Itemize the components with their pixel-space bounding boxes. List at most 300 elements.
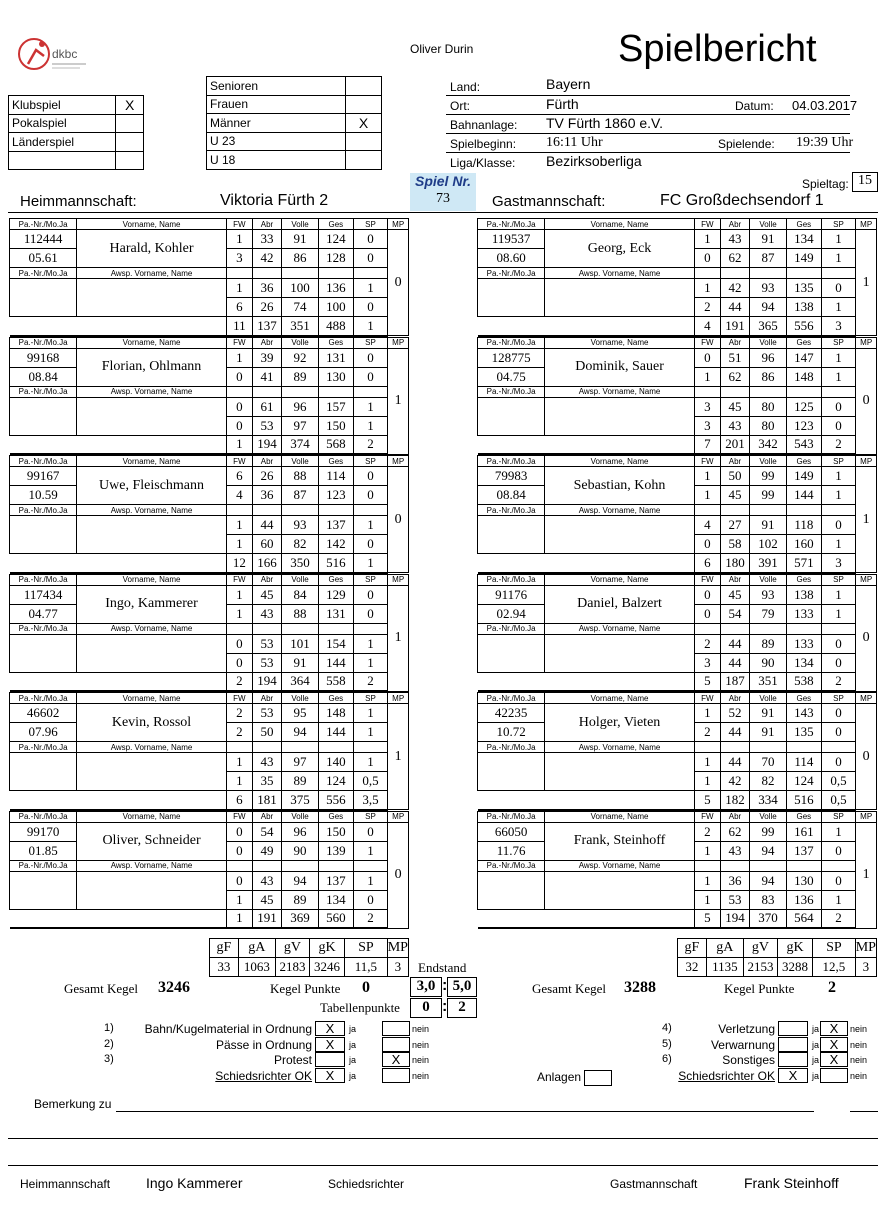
score-cell[interactable]: 131 bbox=[318, 604, 353, 623]
sub-name[interactable] bbox=[545, 279, 695, 317]
score-cell[interactable]: 35 bbox=[252, 772, 281, 791]
score-cell[interactable]: 1 bbox=[226, 535, 252, 554]
score-cell[interactable]: 144 bbox=[786, 486, 821, 505]
check-nein-box[interactable]: X bbox=[382, 1052, 410, 1067]
score-cell[interactable]: 133 bbox=[786, 634, 821, 653]
score-cell[interactable]: 1 bbox=[821, 467, 856, 486]
score-cell[interactable]: 0 bbox=[353, 348, 388, 367]
score-cell[interactable]: 1 bbox=[821, 367, 856, 386]
check-nein-box[interactable] bbox=[382, 1021, 410, 1036]
score-cell[interactable]: 0 bbox=[226, 871, 252, 890]
score-cell[interactable]: 130 bbox=[786, 871, 821, 890]
sub-pass[interactable] bbox=[10, 279, 77, 317]
sub-name[interactable] bbox=[545, 871, 695, 909]
score-cell[interactable]: 101 bbox=[282, 634, 319, 653]
datum-value[interactable]: 04.03.2017 bbox=[792, 98, 858, 113]
category-mark[interactable] bbox=[346, 132, 382, 151]
sub-name[interactable] bbox=[545, 753, 695, 791]
score-cell[interactable]: 95 bbox=[282, 704, 319, 723]
player-name[interactable]: Holger, Vieten bbox=[545, 704, 695, 742]
score-cell[interactable]: 44 bbox=[720, 653, 749, 672]
score-cell[interactable]: 0,5 bbox=[353, 772, 388, 791]
score-cell[interactable]: 150 bbox=[318, 416, 353, 435]
score-cell[interactable]: 133 bbox=[786, 604, 821, 623]
score-cell[interactable]: 0 bbox=[353, 822, 388, 841]
birth-date[interactable]: 02.94 bbox=[478, 604, 545, 623]
score-cell[interactable]: 33 bbox=[252, 230, 281, 249]
score-cell[interactable]: 2 bbox=[694, 822, 720, 841]
check-nein-box[interactable] bbox=[820, 1068, 848, 1083]
score-cell[interactable]: 87 bbox=[282, 486, 319, 505]
score-cell[interactable]: 149 bbox=[786, 249, 821, 268]
score-cell[interactable]: 96 bbox=[282, 397, 319, 416]
score-cell[interactable]: 87 bbox=[750, 249, 787, 268]
score-cell[interactable]: 99 bbox=[750, 822, 787, 841]
score-cell[interactable]: 86 bbox=[750, 367, 787, 386]
score-cell[interactable]: 51 bbox=[720, 348, 749, 367]
pass-number[interactable]: 99167 bbox=[10, 467, 77, 486]
score-cell[interactable]: 149 bbox=[786, 467, 821, 486]
birth-date[interactable]: 07.96 bbox=[10, 723, 77, 742]
player-name[interactable]: Sebastian, Kohn bbox=[545, 467, 695, 505]
score-cell[interactable]: 0 bbox=[353, 890, 388, 909]
score-cell[interactable]: 0 bbox=[694, 604, 720, 623]
score-cell[interactable]: 1 bbox=[821, 249, 856, 268]
match-points[interactable]: 1 bbox=[856, 230, 877, 336]
score-cell[interactable]: 42 bbox=[720, 772, 749, 791]
score-cell[interactable]: 1 bbox=[821, 348, 856, 367]
tab-guest[interactable]: 2 bbox=[447, 998, 477, 1018]
check-nein-box[interactable] bbox=[382, 1037, 410, 1052]
score-cell[interactable]: 54 bbox=[720, 604, 749, 623]
score-cell[interactable]: 6 bbox=[226, 467, 252, 486]
score-cell[interactable]: 74 bbox=[282, 298, 319, 317]
score-cell[interactable]: 1 bbox=[694, 841, 720, 860]
score-cell[interactable]: 0 bbox=[694, 535, 720, 554]
score-cell[interactable]: 89 bbox=[282, 772, 319, 791]
pass-number[interactable]: 99170 bbox=[10, 822, 77, 841]
match-points[interactable]: 0 bbox=[856, 585, 877, 691]
score-cell[interactable]: 99 bbox=[750, 467, 787, 486]
player-name[interactable]: Florian, Ohlmann bbox=[77, 348, 227, 386]
score-cell[interactable]: 154 bbox=[318, 634, 353, 653]
match-points[interactable]: 0 bbox=[388, 230, 409, 336]
score-cell[interactable]: 0 bbox=[353, 535, 388, 554]
score-cell[interactable]: 45 bbox=[252, 585, 281, 604]
score-cell[interactable]: 4 bbox=[694, 516, 720, 535]
birth-date[interactable]: 01.85 bbox=[10, 841, 77, 860]
score-cell[interactable]: 43 bbox=[252, 753, 281, 772]
score-cell[interactable]: 134 bbox=[318, 890, 353, 909]
score-cell[interactable]: 140 bbox=[318, 753, 353, 772]
sub-pass[interactable] bbox=[478, 634, 545, 672]
score-cell[interactable]: 0 bbox=[226, 822, 252, 841]
score-cell[interactable]: 79 bbox=[750, 604, 787, 623]
score-cell[interactable]: 36 bbox=[252, 279, 281, 298]
game-type-mark[interactable] bbox=[116, 133, 144, 152]
score-cell[interactable]: 0 bbox=[821, 871, 856, 890]
score-cell[interactable]: 43 bbox=[720, 416, 749, 435]
score-cell[interactable]: 93 bbox=[282, 516, 319, 535]
score-cell[interactable]: 45 bbox=[720, 585, 749, 604]
beginn-value[interactable]: 16:11 Uhr bbox=[546, 135, 603, 150]
check-nein-box[interactable] bbox=[382, 1068, 410, 1083]
liga-value[interactable]: Bezirksoberliga bbox=[546, 153, 642, 169]
sub-name[interactable] bbox=[545, 516, 695, 554]
score-cell[interactable]: 0 bbox=[226, 397, 252, 416]
score-cell[interactable]: 0 bbox=[821, 634, 856, 653]
sig-guest[interactable]: Frank Steinhoff bbox=[744, 1175, 839, 1191]
game-type-mark[interactable] bbox=[116, 151, 144, 170]
score-cell[interactable]: 88 bbox=[282, 604, 319, 623]
sub-pass[interactable] bbox=[10, 634, 77, 672]
score-cell[interactable]: 0,5 bbox=[821, 772, 856, 791]
score-cell[interactable]: 0 bbox=[353, 230, 388, 249]
score-cell[interactable]: 3 bbox=[226, 249, 252, 268]
pass-number[interactable]: 42235 bbox=[478, 704, 545, 723]
score-cell[interactable]: 53 bbox=[252, 704, 281, 723]
player-name[interactable]: Oliver, Schneider bbox=[77, 822, 227, 860]
score-cell[interactable]: 0 bbox=[353, 467, 388, 486]
home-punkte[interactable]: 0 bbox=[362, 979, 370, 996]
score-cell[interactable]: 96 bbox=[750, 348, 787, 367]
pass-number[interactable]: 117434 bbox=[10, 585, 77, 604]
sub-name[interactable] bbox=[77, 397, 227, 435]
category-mark[interactable]: X bbox=[346, 114, 382, 133]
score-cell[interactable]: 94 bbox=[282, 723, 319, 742]
score-cell[interactable]: 0 bbox=[821, 723, 856, 742]
sub-pass[interactable] bbox=[10, 397, 77, 435]
check-ja-box[interactable] bbox=[315, 1052, 345, 1067]
score-cell[interactable]: 97 bbox=[282, 416, 319, 435]
score-cell[interactable]: 83 bbox=[750, 890, 787, 909]
score-cell[interactable]: 0 bbox=[226, 634, 252, 653]
score-cell[interactable]: 100 bbox=[282, 279, 319, 298]
score-cell[interactable]: 97 bbox=[282, 753, 319, 772]
birth-date[interactable]: 11.76 bbox=[478, 841, 545, 860]
player-name[interactable]: Georg, Eck bbox=[545, 230, 695, 268]
score-cell[interactable]: 44 bbox=[720, 753, 749, 772]
score-cell[interactable]: 44 bbox=[720, 723, 749, 742]
sig-home[interactable]: Ingo Kammerer bbox=[146, 1175, 243, 1191]
tab-home[interactable]: 0 bbox=[410, 998, 442, 1018]
score-cell[interactable]: 80 bbox=[750, 416, 787, 435]
score-cell[interactable]: 96 bbox=[282, 822, 319, 841]
score-cell[interactable]: 2 bbox=[226, 704, 252, 723]
score-cell[interactable]: 0 bbox=[821, 841, 856, 860]
score-cell[interactable]: 0 bbox=[694, 348, 720, 367]
score-cell[interactable]: 0 bbox=[226, 416, 252, 435]
guest-punkte[interactable]: 2 bbox=[828, 979, 836, 996]
score-cell[interactable]: 6 bbox=[226, 298, 252, 317]
score-cell[interactable]: 43 bbox=[252, 871, 281, 890]
check-ja-box[interactable] bbox=[778, 1052, 808, 1067]
score-cell[interactable]: 50 bbox=[720, 467, 749, 486]
sub-name[interactable] bbox=[77, 516, 227, 554]
match-points[interactable]: 1 bbox=[856, 822, 877, 928]
home-team-name[interactable]: Viktoria Fürth 2 bbox=[220, 192, 329, 209]
score-cell[interactable]: 1 bbox=[821, 486, 856, 505]
player-name[interactable]: Daniel, Balzert bbox=[545, 585, 695, 623]
score-cell[interactable]: 91 bbox=[282, 230, 319, 249]
score-cell[interactable]: 4 bbox=[226, 486, 252, 505]
score-cell[interactable]: 157 bbox=[318, 397, 353, 416]
score-cell[interactable]: 1 bbox=[226, 348, 252, 367]
score-cell[interactable]: 142 bbox=[318, 535, 353, 554]
score-cell[interactable]: 1 bbox=[226, 230, 252, 249]
sub-name[interactable] bbox=[77, 871, 227, 909]
score-cell[interactable]: 91 bbox=[750, 230, 787, 249]
score-cell[interactable]: 1 bbox=[694, 486, 720, 505]
sub-pass[interactable] bbox=[478, 397, 545, 435]
score-cell[interactable]: 45 bbox=[252, 890, 281, 909]
category-mark[interactable] bbox=[346, 151, 382, 170]
sub-pass[interactable] bbox=[10, 753, 77, 791]
score-cell[interactable]: 144 bbox=[318, 723, 353, 742]
score-cell[interactable]: 70 bbox=[750, 753, 787, 772]
anlagen-box[interactable] bbox=[584, 1070, 612, 1086]
check-ja-box[interactable] bbox=[778, 1037, 808, 1052]
check-nein-box[interactable]: X bbox=[820, 1037, 848, 1052]
check-ja-box[interactable]: X bbox=[315, 1037, 345, 1052]
score-cell[interactable]: 0 bbox=[353, 604, 388, 623]
sub-pass[interactable] bbox=[478, 871, 545, 909]
pass-number[interactable]: 79983 bbox=[478, 467, 545, 486]
sub-name[interactable] bbox=[545, 397, 695, 435]
score-cell[interactable]: 92 bbox=[282, 348, 319, 367]
match-points[interactable]: 1 bbox=[856, 467, 877, 573]
score-cell[interactable]: 94 bbox=[750, 298, 787, 317]
score-cell[interactable]: 134 bbox=[786, 230, 821, 249]
birth-date[interactable]: 08.84 bbox=[10, 367, 77, 386]
game-type-mark[interactable]: X bbox=[116, 96, 144, 115]
score-cell[interactable]: 45 bbox=[720, 397, 749, 416]
score-cell[interactable]: 54 bbox=[252, 822, 281, 841]
score-cell[interactable]: 1 bbox=[694, 753, 720, 772]
score-cell[interactable]: 114 bbox=[786, 753, 821, 772]
score-cell[interactable]: 0 bbox=[821, 279, 856, 298]
player-name[interactable]: Kevin, Rossol bbox=[77, 704, 227, 742]
score-cell[interactable]: 1 bbox=[694, 890, 720, 909]
score-cell[interactable]: 44 bbox=[252, 516, 281, 535]
player-name[interactable]: Harald, Kohler bbox=[77, 230, 227, 268]
pass-number[interactable]: 128775 bbox=[478, 348, 545, 367]
score-cell[interactable]: 128 bbox=[318, 249, 353, 268]
score-cell[interactable]: 80 bbox=[750, 397, 787, 416]
check-ja-box[interactable] bbox=[778, 1021, 808, 1036]
category-mark[interactable] bbox=[346, 77, 382, 96]
score-cell[interactable]: 1 bbox=[353, 841, 388, 860]
score-cell[interactable]: 144 bbox=[318, 653, 353, 672]
score-cell[interactable]: 0 bbox=[353, 298, 388, 317]
endstand-home[interactable]: 3,0 bbox=[410, 977, 442, 997]
sub-pass[interactable] bbox=[478, 279, 545, 317]
score-cell[interactable]: 43 bbox=[252, 604, 281, 623]
score-cell[interactable]: 1 bbox=[353, 397, 388, 416]
score-cell[interactable]: 44 bbox=[720, 298, 749, 317]
score-cell[interactable]: 139 bbox=[318, 841, 353, 860]
score-cell[interactable]: 50 bbox=[252, 723, 281, 742]
birth-date[interactable]: 05.61 bbox=[10, 249, 77, 268]
score-cell[interactable]: 1 bbox=[353, 871, 388, 890]
pass-number[interactable]: 99168 bbox=[10, 348, 77, 367]
category-mark[interactable] bbox=[346, 95, 382, 114]
score-cell[interactable]: 58 bbox=[720, 535, 749, 554]
check-ja-box[interactable]: X bbox=[315, 1021, 345, 1036]
score-cell[interactable]: 53 bbox=[252, 653, 281, 672]
spieltag-value[interactable]: 15 bbox=[852, 172, 878, 192]
home-gesamt[interactable]: 3246 bbox=[158, 979, 190, 996]
score-cell[interactable]: 93 bbox=[750, 585, 787, 604]
score-cell[interactable]: 61 bbox=[252, 397, 281, 416]
score-cell[interactable]: 86 bbox=[282, 249, 319, 268]
birth-date[interactable]: 08.84 bbox=[478, 486, 545, 505]
score-cell[interactable]: 53 bbox=[252, 634, 281, 653]
score-cell[interactable]: 148 bbox=[318, 704, 353, 723]
birth-date[interactable]: 08.60 bbox=[478, 249, 545, 268]
pass-number[interactable]: 112444 bbox=[10, 230, 77, 249]
score-cell[interactable]: 137 bbox=[318, 516, 353, 535]
sub-name[interactable] bbox=[77, 753, 227, 791]
score-cell[interactable]: 137 bbox=[786, 841, 821, 860]
score-cell[interactable]: 137 bbox=[318, 871, 353, 890]
score-cell[interactable]: 36 bbox=[252, 486, 281, 505]
check-ja-box[interactable]: X bbox=[778, 1068, 808, 1083]
score-cell[interactable]: 60 bbox=[252, 535, 281, 554]
score-cell[interactable]: 82 bbox=[282, 535, 319, 554]
score-cell[interactable]: 160 bbox=[786, 535, 821, 554]
score-cell[interactable]: 135 bbox=[786, 279, 821, 298]
ort-value[interactable]: Fürth bbox=[546, 96, 579, 112]
sub-name[interactable] bbox=[77, 279, 227, 317]
score-cell[interactable]: 43 bbox=[720, 841, 749, 860]
score-cell[interactable]: 1 bbox=[353, 516, 388, 535]
score-cell[interactable]: 0 bbox=[353, 367, 388, 386]
score-cell[interactable]: 53 bbox=[720, 890, 749, 909]
score-cell[interactable]: 0 bbox=[226, 367, 252, 386]
match-points[interactable]: 0 bbox=[856, 704, 877, 810]
check-nein-box[interactable]: X bbox=[820, 1021, 848, 1036]
pass-number[interactable]: 66050 bbox=[478, 822, 545, 841]
score-cell[interactable]: 134 bbox=[786, 653, 821, 672]
score-cell[interactable]: 118 bbox=[786, 516, 821, 535]
score-cell[interactable]: 114 bbox=[318, 467, 353, 486]
bemerkung-line[interactable] bbox=[116, 1111, 814, 1112]
score-cell[interactable]: 1 bbox=[353, 634, 388, 653]
bahn-value[interactable]: TV Fürth 1860 e.V. bbox=[546, 115, 663, 131]
score-cell[interactable]: 1 bbox=[694, 467, 720, 486]
ende-value[interactable]: 19:39 Uhr bbox=[796, 135, 854, 150]
score-cell[interactable]: 89 bbox=[750, 634, 787, 653]
score-cell[interactable]: 42 bbox=[720, 279, 749, 298]
score-cell[interactable]: 84 bbox=[282, 585, 319, 604]
score-cell[interactable]: 41 bbox=[252, 367, 281, 386]
score-cell[interactable]: 0 bbox=[353, 249, 388, 268]
score-cell[interactable]: 91 bbox=[750, 723, 787, 742]
score-cell[interactable]: 89 bbox=[282, 367, 319, 386]
score-cell[interactable]: 138 bbox=[786, 298, 821, 317]
score-cell[interactable]: 0 bbox=[353, 486, 388, 505]
score-cell[interactable]: 1 bbox=[694, 704, 720, 723]
game-type-mark[interactable] bbox=[116, 114, 144, 133]
score-cell[interactable]: 0 bbox=[821, 704, 856, 723]
match-points[interactable]: 1 bbox=[388, 585, 409, 691]
score-cell[interactable]: 136 bbox=[786, 890, 821, 909]
score-cell[interactable]: 131 bbox=[318, 348, 353, 367]
pass-number[interactable]: 46602 bbox=[10, 704, 77, 723]
score-cell[interactable]: 45 bbox=[720, 486, 749, 505]
endstand-guest[interactable]: 5,0 bbox=[447, 977, 477, 997]
score-cell[interactable]: 62 bbox=[720, 367, 749, 386]
match-points[interactable]: 1 bbox=[388, 348, 409, 454]
sub-name[interactable] bbox=[545, 634, 695, 672]
score-cell[interactable]: 42 bbox=[252, 249, 281, 268]
score-cell[interactable]: 1 bbox=[694, 230, 720, 249]
score-cell[interactable]: 99 bbox=[750, 486, 787, 505]
score-cell[interactable]: 1 bbox=[226, 585, 252, 604]
score-cell[interactable]: 1 bbox=[821, 890, 856, 909]
score-cell[interactable]: 1 bbox=[353, 704, 388, 723]
score-cell[interactable]: 0 bbox=[821, 653, 856, 672]
score-cell[interactable]: 2 bbox=[694, 298, 720, 317]
score-cell[interactable]: 52 bbox=[720, 704, 749, 723]
score-cell[interactable]: 124 bbox=[318, 230, 353, 249]
score-cell[interactable]: 0 bbox=[694, 585, 720, 604]
score-cell[interactable]: 102 bbox=[750, 535, 787, 554]
guest-team-name[interactable]: FC Großdechsendorf 1 bbox=[660, 192, 824, 209]
score-cell[interactable]: 2 bbox=[694, 723, 720, 742]
score-cell[interactable]: 138 bbox=[786, 585, 821, 604]
score-cell[interactable]: 0 bbox=[226, 653, 252, 672]
score-cell[interactable]: 1 bbox=[226, 890, 252, 909]
score-cell[interactable]: 1 bbox=[821, 535, 856, 554]
score-cell[interactable]: 94 bbox=[750, 871, 787, 890]
score-cell[interactable]: 0 bbox=[821, 516, 856, 535]
score-cell[interactable]: 147 bbox=[786, 348, 821, 367]
score-cell[interactable]: 129 bbox=[318, 585, 353, 604]
score-cell[interactable]: 1 bbox=[353, 653, 388, 672]
sub-pass[interactable] bbox=[10, 516, 77, 554]
score-cell[interactable]: 1 bbox=[694, 772, 720, 791]
score-cell[interactable]: 1 bbox=[353, 279, 388, 298]
score-cell[interactable]: 1 bbox=[226, 604, 252, 623]
score-cell[interactable]: 0 bbox=[694, 249, 720, 268]
score-cell[interactable]: 91 bbox=[750, 704, 787, 723]
pass-number[interactable]: 91176 bbox=[478, 585, 545, 604]
player-name[interactable]: Frank, Steinhoff bbox=[545, 822, 695, 860]
score-cell[interactable]: 2 bbox=[694, 634, 720, 653]
score-cell[interactable]: 1 bbox=[226, 772, 252, 791]
match-points[interactable]: 0 bbox=[856, 348, 877, 454]
score-cell[interactable]: 124 bbox=[786, 772, 821, 791]
score-cell[interactable]: 93 bbox=[750, 279, 787, 298]
score-cell[interactable]: 1 bbox=[821, 822, 856, 841]
score-cell[interactable]: 123 bbox=[786, 416, 821, 435]
match-points[interactable]: 0 bbox=[388, 467, 409, 573]
sub-name[interactable] bbox=[77, 634, 227, 672]
score-cell[interactable]: 88 bbox=[282, 467, 319, 486]
guest-gesamt[interactable]: 3288 bbox=[624, 979, 656, 996]
score-cell[interactable]: 1 bbox=[821, 604, 856, 623]
score-cell[interactable]: 26 bbox=[252, 298, 281, 317]
score-cell[interactable]: 0 bbox=[226, 841, 252, 860]
birth-date[interactable]: 04.75 bbox=[478, 367, 545, 386]
score-cell[interactable]: 94 bbox=[282, 871, 319, 890]
score-cell[interactable]: 1 bbox=[821, 298, 856, 317]
score-cell[interactable]: 135 bbox=[786, 723, 821, 742]
score-cell[interactable]: 148 bbox=[786, 367, 821, 386]
score-cell[interactable]: 91 bbox=[282, 653, 319, 672]
